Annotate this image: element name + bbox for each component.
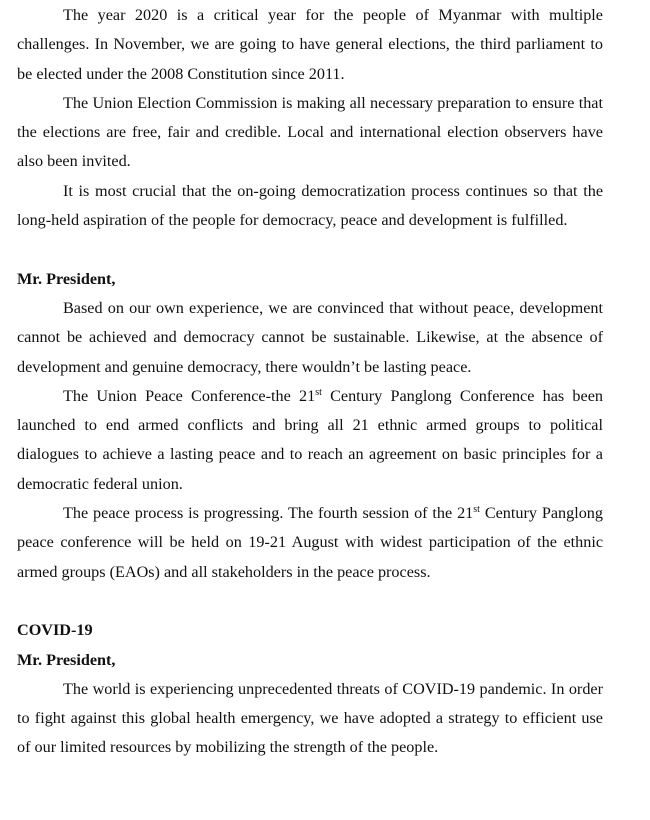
paragraph-union-peace-conference — [17, 382, 603, 499]
text-segment: The peace process is progressing. The fourth session of the 21 — [63, 504, 474, 523]
paragraph-election-commission: The Union Election Commission is making all necessary preparation to ensure that the elections are free, fair and credible. Local and international election observers have also been invited. — [17, 93, 603, 171]
paragraph-peace-experience: Based on our own experience, we are convinced that without peace, development cannot be achieved and democracy cannot be sustainable. Likewise, at the absence of development and genuine democracy, there wouldn’t be lasting peace. — [17, 298, 603, 376]
paragraph-covid-strategy: The world is experiencing unprecedented threats of COVID-19 pandemic. In order to fight against this global health emergency, we have adopted a strategy to efficient use of our limited resources by mobilizing the strength of the people. — [17, 679, 603, 757]
ordinal-suffix: st — [473, 504, 480, 516]
section-title-covid: COVID-19 — [17, 621, 93, 640]
paragraph-elections-2020: The year 2020 is a critical year for the people of Myanmar with multiple challenges. In November, we are going to have general elections, the third parliament to be elected under the 2008 Constitution since 2011. — [17, 6, 603, 83]
text-segment: Century Panglong peace conference will be held on 19-21 August with widest participation of the ethnic armed groups (EAOs) and all stakeholders in the peace process. — [17, 504, 603, 581]
salutation-heading: Mr. President, — [17, 650, 116, 669]
text-segment: The Union Peace Conference-the 21 — [63, 386, 316, 405]
ordinal-suffix: st — [315, 386, 322, 398]
section-spacer — [17, 235, 603, 264]
document-page — [17, 0, 603, 763]
salutation-heading: Mr. President, — [17, 269, 116, 288]
section-spacer — [17, 587, 603, 616]
paragraph-democratization: It is most crucial that the on-going democratization process continues so that the long-held aspiration of the people for democracy, peace and development is fulfilled. — [17, 181, 603, 230]
text-segment: Century Panglong Conference has been launched to end armed conflicts and bring all 21 ethnic armed groups to political dialogues to achieve a lasting peace and to reach an agreement on basic principles for a democratic federal union. — [17, 386, 603, 493]
paragraph-peace-process — [17, 499, 603, 587]
